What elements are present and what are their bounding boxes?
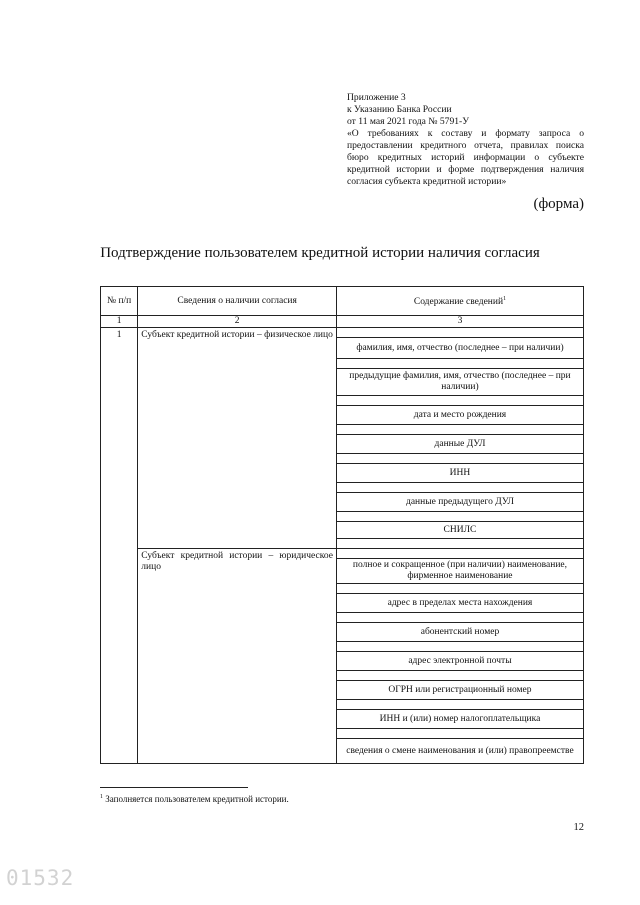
footnote [100, 794, 289, 804]
appendix-reference: к Указанию Банка России [347, 104, 452, 115]
field-individual: предыдущие фамилия, имя, отчество (последнее – при наличии) [336, 369, 583, 396]
column-number: 1 [101, 316, 138, 328]
field-legal: полное и сокращенное (при наличии) наименование, фирменное наименование [336, 559, 583, 584]
column-number: 2 [138, 316, 337, 328]
header-number: № п/п [101, 287, 138, 316]
footnote-mark: 1 [503, 295, 507, 302]
blank-cell [336, 729, 583, 739]
field-individual: СНИЛС [336, 522, 583, 539]
column-number-row [101, 316, 584, 328]
blank-cell [336, 584, 583, 594]
blank-cell [336, 396, 583, 406]
blank-cell [336, 328, 583, 338]
blank-cell [336, 454, 583, 464]
scan-stamp: 01532 [6, 866, 75, 890]
field-legal: сведения о смене наименования и (или) правопреемстве [336, 739, 583, 764]
field-individual: фамилия, имя, отчество (последнее – при наличии) [336, 338, 583, 359]
blank-cell [336, 512, 583, 522]
field-legal: ОГРН или регистрационный номер [336, 681, 583, 700]
field-individual: ИНН [336, 464, 583, 483]
column-number: 3 [336, 316, 583, 328]
row-number: 1 [101, 328, 138, 764]
field-individual: дата и место рождения [336, 406, 583, 425]
field-individual: данные ДУЛ [336, 435, 583, 454]
blank-cell [336, 425, 583, 435]
header-content-label: Содержание сведений [413, 297, 504, 308]
document-title: Подтверждение пользователем кредитной истории наличия согласия [100, 245, 540, 261]
table-header-row [101, 287, 584, 316]
appendix-header [347, 92, 584, 188]
field-legal: адрес электронной почты [336, 652, 583, 671]
field-legal: ИНН и (или) номер налогоплательщика [336, 710, 583, 729]
blank-cell [336, 483, 583, 493]
appendix-number: Приложение 3 [347, 92, 406, 103]
blank-cell [336, 539, 583, 549]
blank-cell [336, 359, 583, 369]
field-individual: данные предыдущего ДУЛ [336, 493, 583, 512]
field-legal: адрес в пределах места нахождения [336, 594, 583, 613]
consent-table [100, 286, 584, 764]
blank-cell [336, 671, 583, 681]
header-content [336, 287, 583, 316]
subject-individual: Субъект кредитной истории – физическое лицо [138, 328, 337, 549]
blank-cell [336, 642, 583, 652]
subject-legal: Субъект кредитной истории – юридическое лицо [138, 549, 337, 764]
footnote-text: Заполняется пользователем кредитной истории. [105, 794, 289, 804]
footnote-divider [100, 787, 248, 788]
blank-cell [336, 613, 583, 623]
form-label: (форма) [533, 196, 584, 212]
blank-cell [336, 700, 583, 710]
header-consent-info: Сведения о наличии согласия [138, 287, 337, 316]
field-legal: абонентский номер [336, 623, 583, 642]
footnote-number: 1 [100, 794, 103, 800]
appendix-date: от 11 мая 2021 года № 5791-У [347, 116, 470, 127]
appendix-subject: «О требованиях к составу и формату запроса о предоставлении кредитного отчета, правилах поиска бюро кредитных историй информации о субъекте кредитной истории и форме подтверждения наличия согласия субъекта кредитной истории» [347, 128, 584, 187]
page-number: 12 [573, 822, 584, 833]
blank-cell [336, 549, 583, 559]
